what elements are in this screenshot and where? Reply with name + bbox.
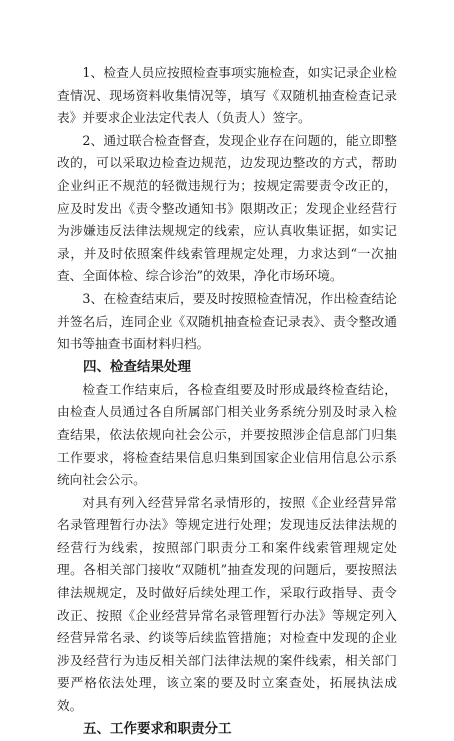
paragraph-joint-inspection: 2、通过联合检查督查，发现企业存在问题的，能立即整改的，可以采取边检查边规范，边发现边整改的方式，帮助企业纠正不规范的轻微违规行为；按规定需要责令改正的，应及时发出《责令整改通知书》限期改正；发现企业经营行为涉嫌违反法律法规规定的线索，应认真收集证据，如实记录，并及时依照案件线索管理规定处理，力求达到“一次抽查、全面体检、综合诊治”的效果，净化市场环境。 — [57, 132, 397, 284]
section-heading-requirements: 五、工作要求和职责分工 — [83, 720, 232, 737]
paragraph-results-publicity: 检查工作结束后，各检查组要及时形成最终检查结论，由检查人员通过各自所属部门相关业务系统分别及时录入检查结果，依法依规向社会公示，并要按照涉企信息部门归集工作要求，将检查结果信息归集到国家企业信用信息公示系统向社会公示。 — [57, 381, 397, 488]
paragraph-inspection-record: 1、检查人员应按照检查事项实施检查，如实记录企业检查情况、现场资料收集情况等，填写《双随机抽查检查记录表》并要求企业法定代表人（负责人）签字。 — [57, 65, 397, 126]
document-body — [57, 62, 397, 741]
paragraph-archiving: 3、在检查结束后，要及时按照检查情况，作出检查结论并签名后，连同企业《双随机抽查检查记录表》、责令整改通知书等抽查书面材料归档。 — [57, 290, 397, 352]
paragraph-follow-up-handling: 对具有列入经营异常名录情形的，按照《企业经营异常名录管理暂行办法》等规定进行处理；发现违反法律法规的经营行为线索，按照部门职责分工和案件线索管理规定处理。各相关部门接收“双随机”抽查发现的问题后，要按照法律法规规定，及时做好后续处理工作，采取行政指导、责令改正、按照《企业经营异常名录管理暂行办法》等规定列入经营异常名录、约谈等后续监管措施；对检查中发现的企业涉及经营行为违反相关部门法律法规的案件线索，相关部门要严格依法处理，该立案的要及时立案查处，拓展执法成效。 — [57, 494, 397, 714]
section-heading-results: 四、检查结果处理 — [83, 358, 191, 375]
